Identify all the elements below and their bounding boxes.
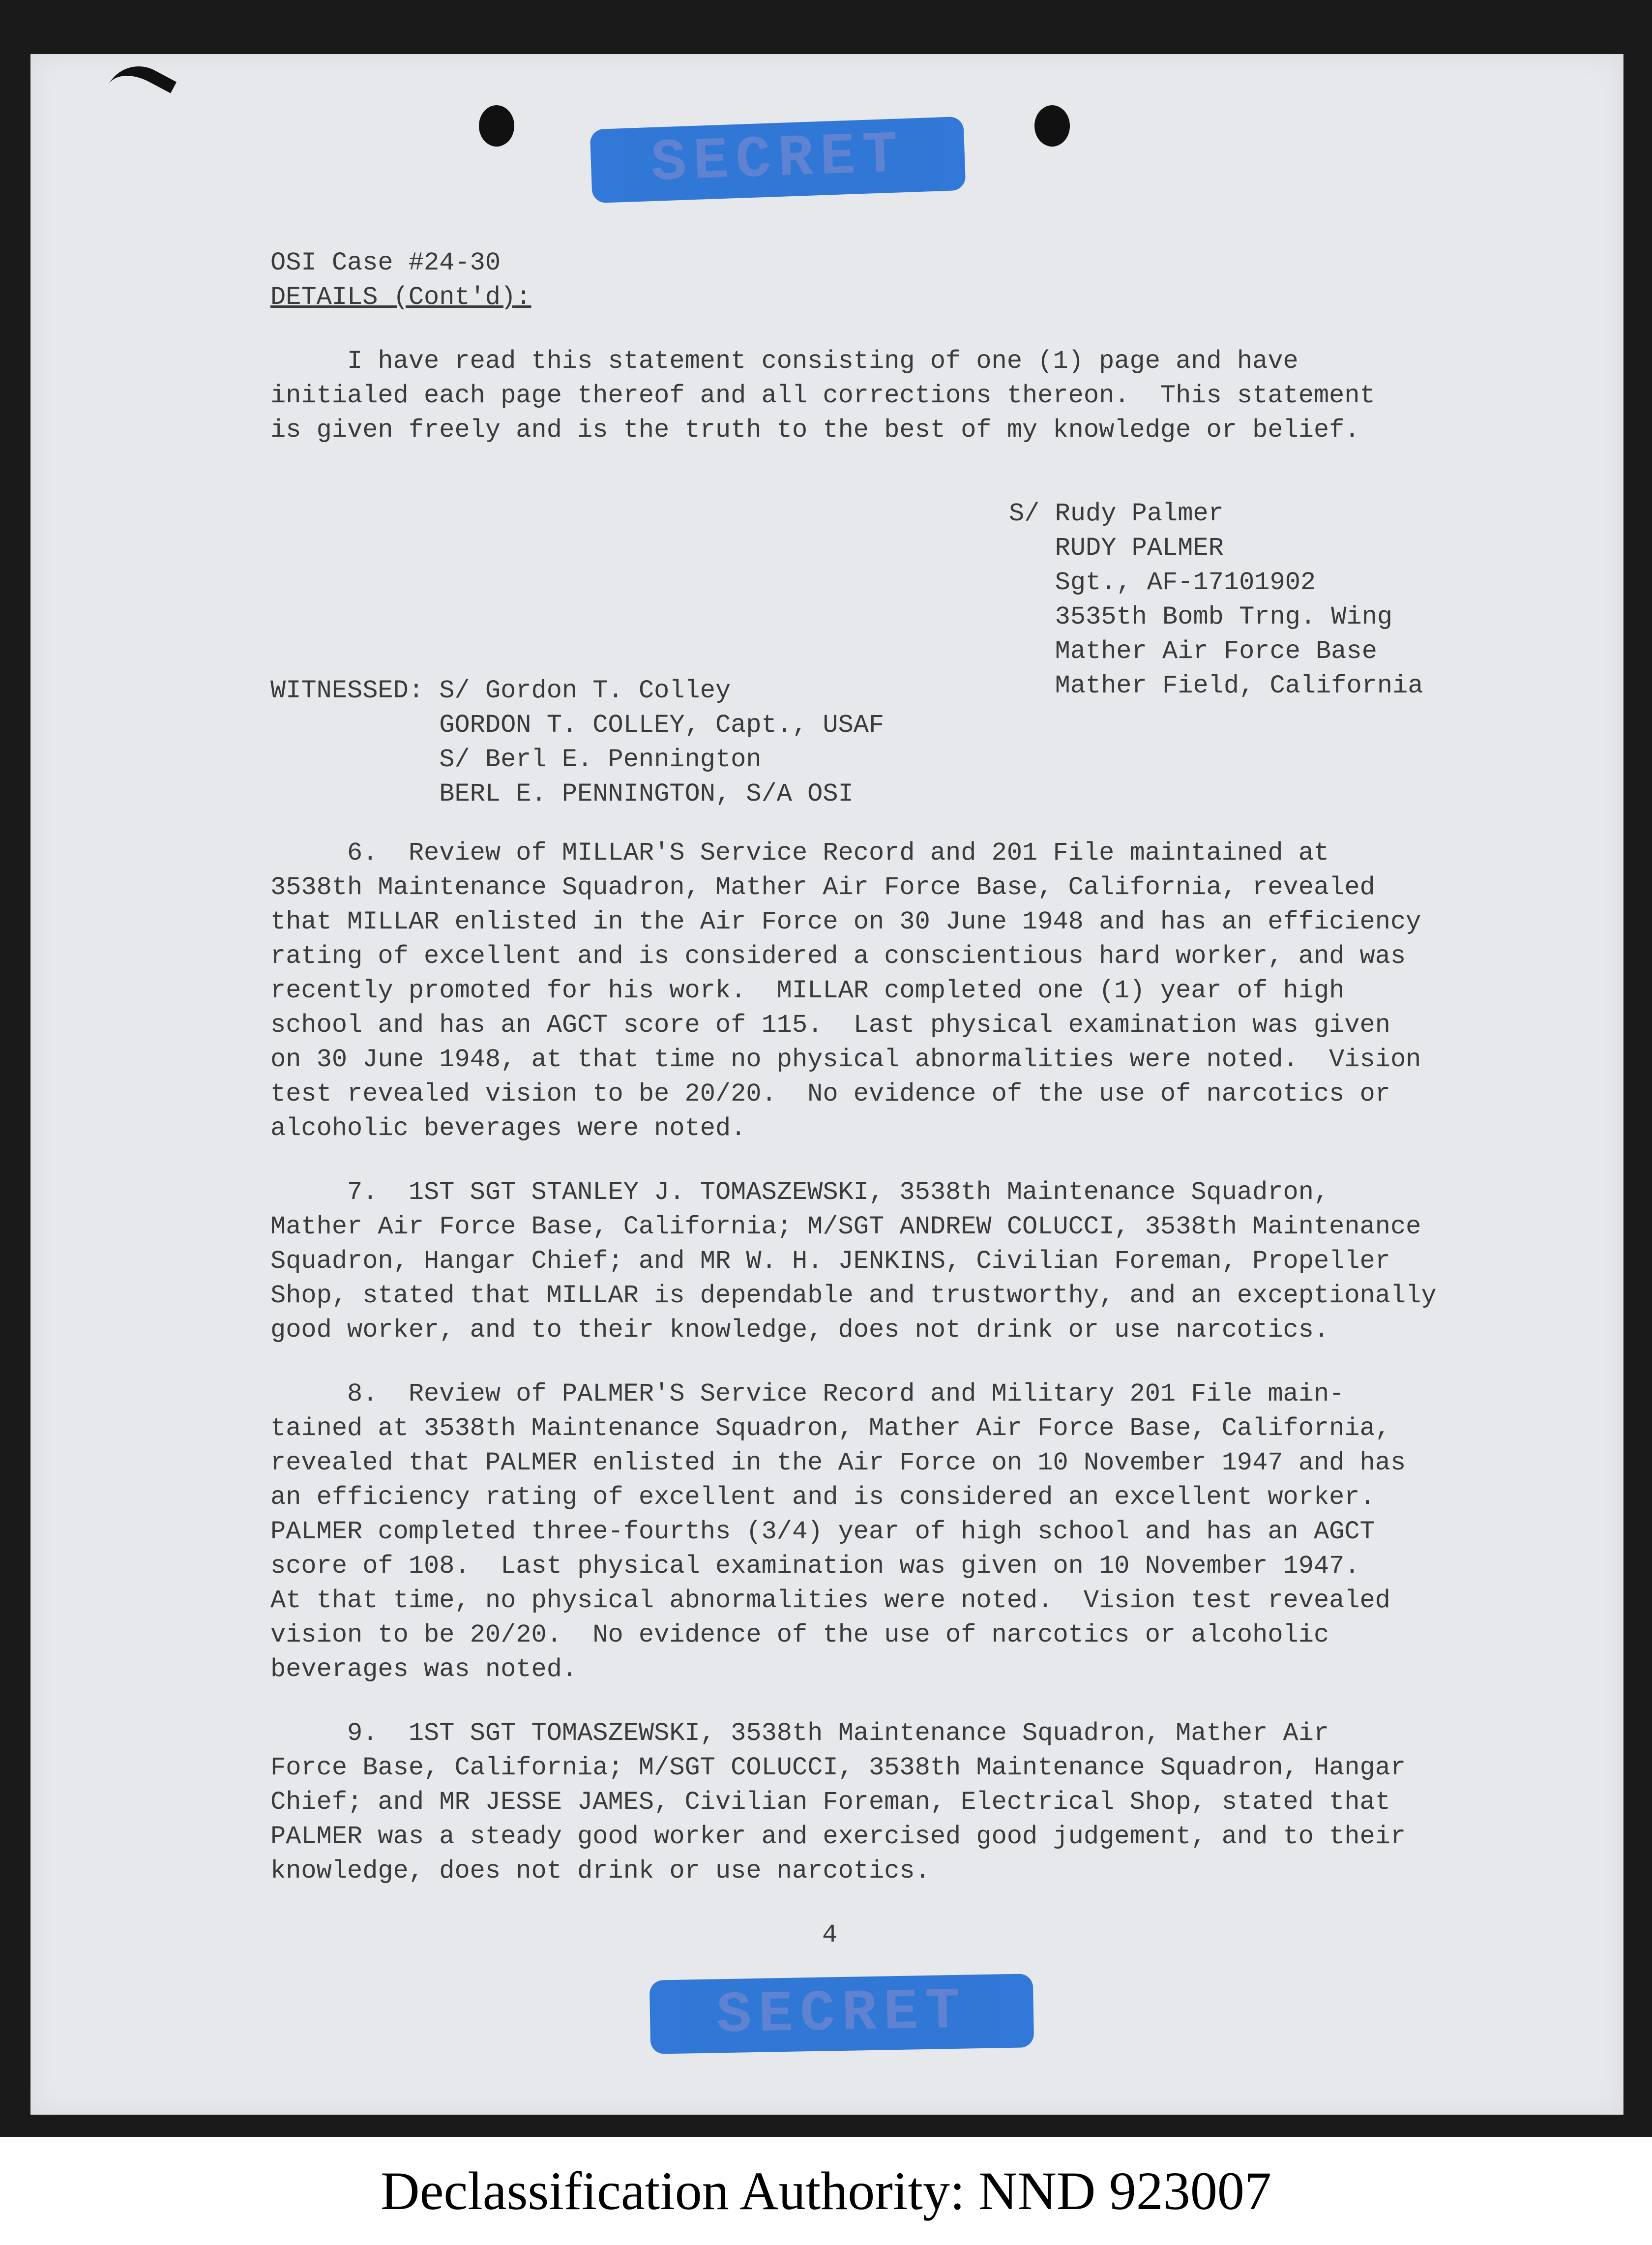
paragraph-line: Shop, stated that MILLAR is dependable and trustworthy, and an exceptionally [270,1281,1437,1310]
page-number: 4 [822,1920,838,1949]
paragraph-line: knowledge, does not drink or use narcotics. [270,1856,930,1886]
paragraph-line: 7. 1ST SGT STANLEY J. TOMASZEWSKI, 3538th Maintenance Squadron, [270,1178,1329,1207]
paragraph-line: Mather Air Force Base, California; M/SGT ANDREW COLUCCI, 3538th Maintenance [270,1212,1421,1241]
signature-line: Mather Air Force Base [1009,637,1377,666]
paragraph-line: At that time, no physical abnormalities were noted. Vision test revealed [270,1586,1390,1615]
paragraph-line: Force Base, California; M/SGT COLUCCI, 3538th Maintenance Squadron, Hangar [270,1753,1406,1782]
statement-line: initialed each page thereof and all corrections thereon. This statement [270,381,1375,410]
paragraph-line: school and has an AGCT score of 115. Last physical examination was given [270,1011,1390,1040]
corner-tear [91,54,177,145]
witness-line: GORDON T. COLLEY, Capt., USAF [270,711,885,740]
paragraph-line: vision to be 20/20. No evidence of the use of narcotics or alcoholic [270,1620,1329,1649]
statement-line: I have read this statement consisting of one (1) page and have [270,347,1298,376]
punch-hole-left [479,105,514,147]
signature-line: Sgt., AF-17101902 [1009,568,1316,597]
paragraph-line: good worker, and to their knowledge, does not drink or use narcotics. [270,1316,1329,1345]
paragraph-line: 8. Review of PALMER'S Service Record and Military 201 File main- [270,1379,1345,1408]
paragraph-line: beverages was noted. [270,1655,578,1684]
paragraph-line: revealed that PALMER enlisted in the Air Force on 10 November 1947 and has [270,1448,1406,1477]
classification-stamp-top-text: SECRET [649,122,906,198]
signature-line: Mather Field, California [1009,671,1423,700]
signature-line: 3535th Bomb Trng. Wing [1009,602,1393,631]
punch-hole-right [1034,105,1070,147]
paragraph-line: 3538th Maintenance Squadron, Mather Air Force Base, California, revealed [270,873,1375,902]
paragraph-line: rating of excellent and is considered a conscientious hard worker, and was [270,942,1406,971]
signature-line: S/ Rudy Palmer [1009,499,1224,528]
classification-stamp-top [590,117,966,203]
paragraph-line: test revealed vision to be 20/20. No evidence of the use of narcotics or [270,1079,1390,1108]
details-heading: DETAILS (Cont'd): [270,283,531,312]
statement-line: is given freely and is the truth to the best of my knowledge or belief. [270,416,1360,445]
paragraph-line: Chief; and MR JESSE JAMES, Civilian Foreman, Electrical Shop, stated that [270,1788,1390,1817]
witness-line: WITNESSED: S/ Gordon T. Colley [270,676,731,705]
paragraph-line: PALMER was a steady good worker and exercised good judgement, and to their [270,1822,1406,1851]
paragraph-line: that MILLAR enlisted in the Air Force on 30 June 1948 and has an efficiency [270,907,1421,936]
paragraph-line: Squadron, Hangar Chief; and MR W. H. JENKINS, Civilian Foreman, Propeller [270,1247,1390,1276]
declassification-footer [0,2137,1652,2245]
witness-line: BERL E. PENNINGTON, S/A OSI [270,779,854,808]
witness-line: S/ Berl E. Pennington [270,745,762,774]
paragraph-line: 6. Review of MILLAR'S Service Record and 201 File maintained at [270,838,1329,868]
paragraph-line: alcoholic beverages were noted. [270,1114,746,1143]
paragraph-line: score of 108. Last physical examination was given on 10 November 1947. [270,1552,1360,1581]
classification-stamp-bottom-text: SECRET [716,1979,968,2049]
case-number: OSI Case #24-30 [270,248,501,277]
paragraph-line: an efficiency rating of excellent and is considered an excellent worker. [270,1483,1375,1512]
document-page [30,54,1623,2115]
paragraph-line: tained at 3538th Maintenance Squadron, Mather Air Force Base, California, [270,1414,1390,1443]
signature-line: RUDY PALMER [1009,534,1224,563]
paragraph-line: PALMER completed three-fourths (3/4) year of high school and has an AGCT [270,1517,1375,1546]
paragraph-line: 9. 1ST SGT TOMASZEWSKI, 3538th Maintenance Squadron, Mather Air [270,1719,1329,1748]
paragraph-line: on 30 June 1948, at that time no physical abnormalities were noted. Vision [270,1045,1421,1074]
declassification-authority: Declassification Authority: NND 923007 [381,2160,1271,2221]
classification-stamp-bottom [649,1974,1034,2054]
paragraph-line: recently promoted for his work. MILLAR completed one (1) year of high [270,976,1345,1005]
